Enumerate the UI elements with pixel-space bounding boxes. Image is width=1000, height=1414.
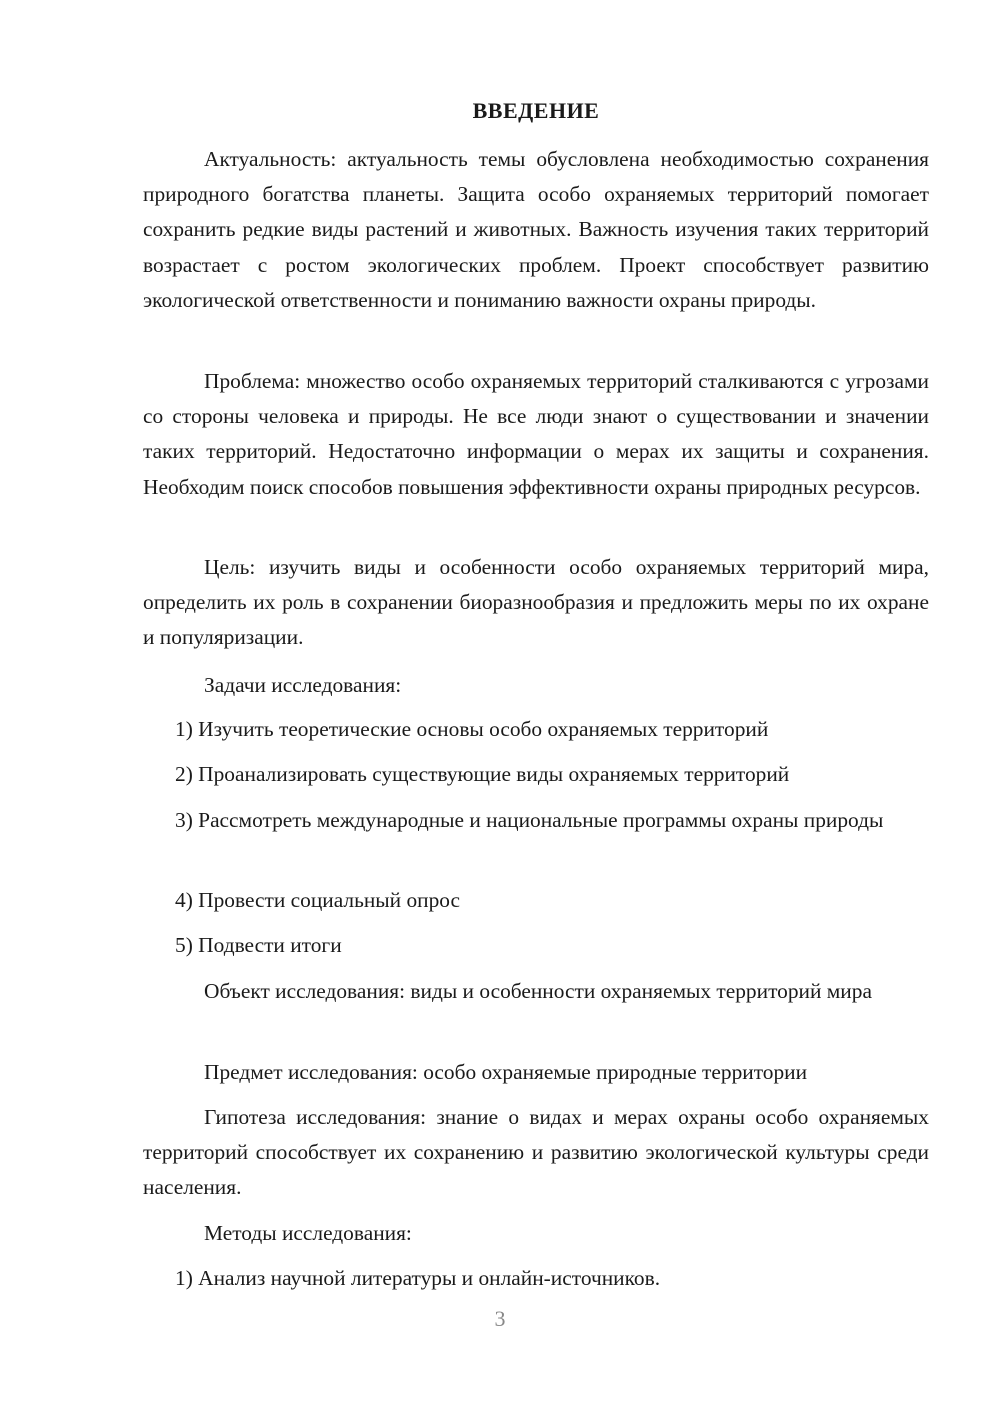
task-item-2: 2) Проанализировать существующие виды охраняемых территорий [175,762,790,786]
task-item-4: 4) Провести социальный опрос [175,888,461,912]
task-item-5: 5) Подвести итоги [175,933,342,957]
page-title: ВВЕДЕНИЕ [472,98,600,123]
hypothesis-paragraph: Гипотеза исследования: знание о видах и мерах охраны особо охраняемых территорий способствует их сохранению и развитию экологической культуры среди населения. [143,1105,929,1200]
task-item-1: 1) Изучить теоретические основы особо охраняемых территорий [175,717,769,741]
goal-paragraph: Цель: изучить виды и особенности особо охраняемых территорий мира, определить их роль в сохранении биоразнообразия и предложить меры по их охране и популяризации. [143,555,929,650]
task-item-3: 3) Рассмотреть международные и национальные программы охраны природы [175,808,884,832]
subject-paragraph: Предмет исследования: особо охраняемые природные территории [204,1060,808,1084]
relevance-paragraph: Актуальность: актуальность темы обусловлена необходимостью сохранения природного богатства планеты. Защита особо охраняемых территорий помогает сохранить редкие виды растений и животных. Важность изучения таких территорий возрастает с ростом экологических проблем. Проект способствует развитию экологической ответственности и пониманию важности охраны природы. [143,147,929,312]
object-paragraph: Объект исследования: виды и особенности охраняемых территорий мира [204,979,872,1003]
problem-paragraph: Проблема: множество особо охраняемых территорий сталкиваются с угрозами со стороны человека и природы. Не все люди знают о существовании и значении таких территорий. Недостаточно информации о мерах их защиты и сохранения. Необходим поиск способов повышения эффективности охраны природных ресурсов. [143,369,929,499]
page-number: 3 [494,1306,506,1331]
method-item-1: 1) Анализ научной литературы и онлайн-источников. [175,1266,661,1290]
methods-heading: Методы исследования: [204,1221,412,1245]
tasks-heading: Задачи исследования: [204,673,402,697]
